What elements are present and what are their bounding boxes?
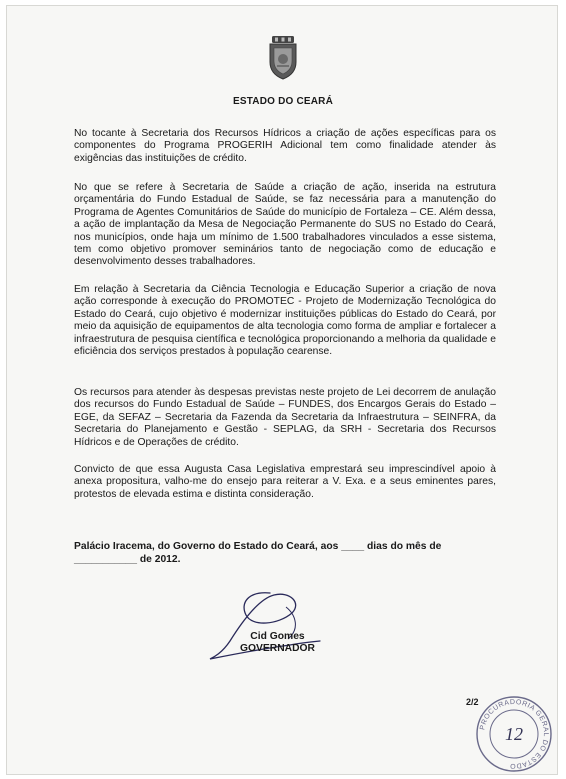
page-number: 2/2	[466, 697, 479, 707]
paragraph-text: Em relação à Secretaria da Ciência Tecnologia e Educação Superior a criação de nova ação corresponde à execução do PROMOTEC - Projeto de Modernização Tecnológica do Estado do Ceará, cujo objetivo é modernizar instituições públicas do Estado do Ceará, por meio da aquisição de equipamentos de alta tecnologia como forma de ampliar e fortalecer a infraestrutura de pesquisa científica e tecnológica proporcionando a melhoria da qualidade e eficiência dos serviços prestados à população cearense.	[74, 284, 496, 358]
paragraph-text: Os recursos para atender às despesas previstas neste projeto de Lei decorrem de anulação dos recursos do Fundo Estadual de Saúde – FUNDES, dos Encargos Gerais do Estado – EGE, da SEFAZ – Secretaria da Fazenda da Secretaria da Infraestrutura – SEINFRA, da Secretaria do Planejamento e Gestão - SEPLAG, da SRH - Secretaria dos Recursos Hídricos e de Operações de crédito.	[74, 387, 496, 448]
signer-block	[240, 631, 315, 655]
paragraph-text: No que se refere à Secretaria de Saúde a criação de ação, inserida na estrutura orçamentária do Fundo Estadual de Saúde, se faz necessária para a manutenção do Programa de Agentes Comunitários de Saúde do município de Fortaleza – CE. Além dessa, a ação de implantação da Mesa de Negociação Permanente do SUS no Estado do Ceará, nos municípios, onde haja um mínimo de 1.500 trabalhadores vinculados a esse sistema, tem como objetivo promover seminários tanto de negociação como de educação e desenvolvimento desses trabalhadores.	[74, 182, 496, 268]
paragraph-4	[74, 387, 496, 462]
signer-name: Cid Gomes	[250, 631, 305, 642]
paragraph-2	[74, 182, 496, 282]
coat-of-arms-icon	[266, 34, 300, 80]
paragraph-text: No tocante à Secretaria dos Recursos Hídricos a criação de ações específicas para os componentes do Programa PROGERIH Adicional tem como finalidade atender às exigências das instituições de crédito.	[74, 128, 496, 164]
paragraph-3	[74, 284, 496, 371]
stamp-text: PROCURADORIA GERAL DO ESTADO	[479, 698, 550, 770]
document-title: ESTADO DO CEARÁ	[232, 96, 334, 107]
closing-location-date: Palácio Iracema, do Governo do Estado do Ceará, aos ____ dias do mês de ___________ de 2012.	[74, 541, 442, 565]
signer-role: GOVERNADOR	[240, 643, 315, 654]
paragraph-text: Convicto de que essa Augusta Casa Legislativa emprestará seu imprescindível apoio à anexa propositura, valho-me do ensejo para reiterar a V. Exa. e a seus eminentes pares, protestos de elevada estima e distinta consideração.	[74, 464, 496, 500]
procuradoria-stamp	[474, 694, 554, 774]
stamp-initials: 12	[505, 724, 523, 744]
paragraph-5	[74, 464, 496, 514]
paragraph-1	[74, 128, 496, 178]
